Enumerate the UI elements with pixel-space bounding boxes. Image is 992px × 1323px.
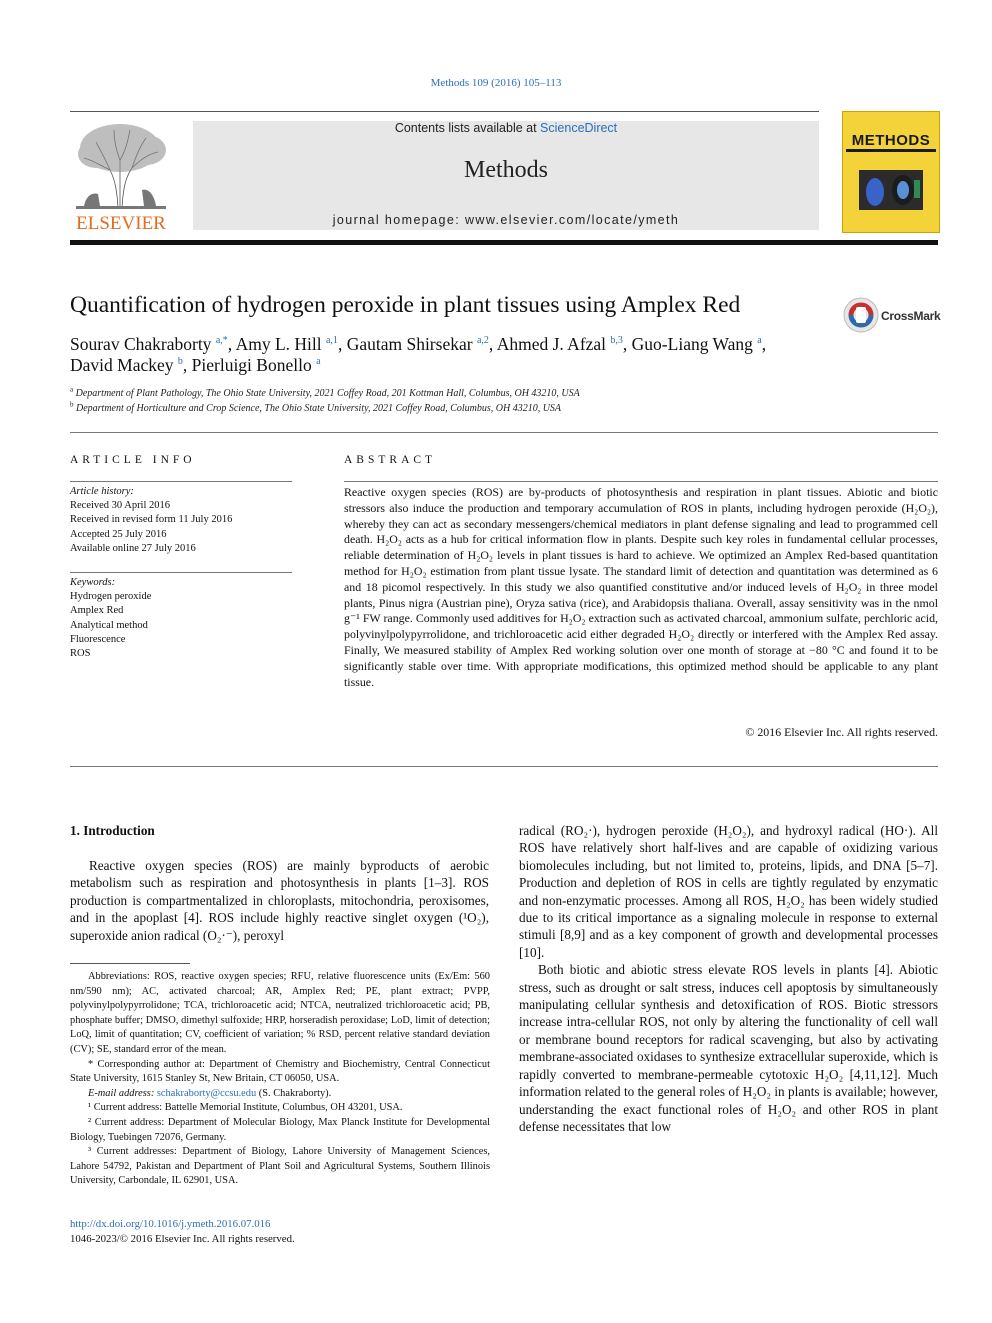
article-info-heading: ARTICLE INFO	[70, 454, 196, 466]
abstract-heading: ABSTRACT	[344, 454, 437, 466]
divider	[70, 432, 938, 433]
article-history	[70, 485, 292, 556]
header-rule	[70, 111, 819, 112]
author-list: Sourav Chakraborty $^{a,*}$, Amy L. Hill $^{a,1}$, Gautam Shirsekar $^{a,2}$, Ahmed J. Afzal $^{b,3}$, Guo-Liang Wang $^a$, David Mackey $^b$, Pierluigi Bonello $^a$	[70, 334, 767, 375]
crossmark-icon	[843, 297, 879, 333]
homepage-link[interactable]: www.elsevier.com/locate/ymeth	[464, 213, 680, 227]
section-heading: 1. Introduction	[70, 823, 155, 838]
author-affil-sup[interactable]: b,3	[610, 335, 623, 347]
affiliation-label: a	[70, 385, 74, 394]
author-name[interactable]: Amy L. Hill	[235, 334, 322, 354]
abstract-copyright: © 2016 Elsevier Inc. All rights reserved.	[745, 725, 938, 739]
email-suffix: (S. Chakraborty).	[256, 1087, 332, 1099]
author-affil-sup[interactable]: a,1	[325, 335, 338, 347]
intro-paragraph: Both biotic and abiotic stress elevate ROS levels in plants [4]. Abiotic stress, such as drought or salt stress, induces cell apoptosis by simultaneously manipulating cellular synthesis and detoxification of ROS. Biotic stressors increase intra-cellular ROS, not only by altering the functionality of cell wall or membrane bound receptors for radical scavenging, but also by activating membrane-associated oxidases to synthesize extracellular superoxide, which is rapidly converted to membrane-permeable cytotoxic H₂O₂ [4,11,12]. Much information related to the general roles of H₂O₂ in plants is available; however, understanding the exact functional roles of H₂O₂ and other ROS in plant defense necessitates that low	[519, 962, 938, 1134]
svg-text:ELSEVIER: ELSEVIER	[76, 213, 166, 232]
intro-paragraph: Reactive oxygen species (ROS) are mainly byproducts of aerobic metabolism such as respiration and photosynthesis in plants [1–3]. ROS production is compartmentalized in chloroplasts, mitochondria, peroxisomes, and in the apoplast [4]. ROS include highly reactive singlet oxygen (¹O₂), superoxide anion radical (O₂·⁻), peroxyl	[70, 858, 489, 943]
doi-link[interactable]: http://dx.doi.org/10.1016/j.ymeth.2016.07.016	[70, 1218, 271, 1230]
keyword-item: Analytical method	[70, 619, 148, 631]
email-link[interactable]: schakraborty@ccsu.edu	[156, 1087, 257, 1099]
journal-cover[interactable]	[842, 111, 940, 233]
intro-column-right	[519, 822, 938, 1135]
keywords	[70, 576, 292, 661]
email-footnote	[70, 1087, 490, 1102]
history-item: Available online 27 July 2016	[70, 542, 196, 554]
footnote-1: ¹ Current address: Battelle Memorial Institute, Columbus, OH 43201, USA.	[88, 1102, 403, 1114]
affiliation-text: Department of Plant Pathology, The Ohio State University, 2021 Coffey Road, 201 Kottman Hall, Columbus, OH 43210, USA	[75, 388, 580, 399]
email-label: E-mail address:	[88, 1087, 157, 1099]
contents-prefix: Contents lists available at	[394, 121, 541, 135]
corresponding-footnote: * Corresponding author at: Department of Chemistry and Biochemistry, Central Connecticut State University, 1615 Stanley St, New Britain, CT 06050, USA.	[70, 1058, 490, 1085]
cover-image-icon	[859, 170, 923, 210]
author-name[interactable]: Gautam Shirsekar	[346, 334, 473, 354]
author-affil-sup[interactable]: a,*	[215, 335, 228, 347]
elsevier-logo[interactable]	[70, 120, 172, 232]
intro-column-left	[70, 857, 489, 944]
history-item: Received 30 April 2016	[70, 500, 171, 512]
keyword-item: Amplex Red	[70, 605, 124, 617]
abbreviations-footnote: Abbreviations: ROS, reactive oxygen species; RFU, relative fluorescence units (Ex/Em: 560 nm/590 nm); AC, activated charcoal; AR, Amplex Red; PE, plant extract; PVPP, polyvinylpolypyrrolidone; TCA, trichloroacetic acid; NTCA, neutralized trichloroacetic acid; PB, phosphate buffer; DMSO, dimethyl sulfoxide; HRP, horseradish peroxidase; LoD, limit of detection; LoQ, limit of quantitation; CV, coefficient of variation; % RSD, percent relative standard deviation (CV); SE, standard error of the mean.	[70, 971, 490, 1055]
keyword-item: ROS	[70, 648, 91, 660]
journal-citation[interactable]: Methods 109 (2016) 105–113	[430, 77, 562, 89]
author-affil-sup[interactable]: b	[177, 356, 183, 368]
history-item: Received in revised form 11 July 2016	[70, 514, 233, 526]
author-name[interactable]: Sourav Chakraborty	[70, 334, 212, 354]
author-name[interactable]: Pierluigi Bonello	[191, 355, 312, 375]
affiliation	[70, 400, 562, 414]
author-name[interactable]: Ahmed J. Afzal	[496, 334, 607, 354]
footnote-2: ² Current address: Department of Molecular Biology, Max Planck Institute for Developmental Biology, Tuebingen 72076, Germany.	[70, 1116, 490, 1143]
abstract-text: Reactive oxygen species (ROS) are by-products of photosynthesis and respiration in plant tissues. Abiotic and biotic stressors also induce the production and temporary accumulation of ROS in plants, including hydrogen peroxide (H₂O₂), whereby they can act as secondary messengers/chemical mediators in plant defense signaling and lead to programmed cell death. H₂O₂ acts as a hub for critical information flow in plants. Despite such key roles in fundamental cellular processes, reliable determination of H₂O₂ levels in plant tissues is hard to achieve. We optimized an Amplex Red-based quantitation method for H₂O₂ estimation from plant tissue lysate. The standard limit of detection and quantitation was determined as 6 and 18 picomol respectively. In this study we also quantified constitutive and/or induced levels of H₂O₂ in three model plants, Pinus nigra (Austrian pine), Oryza sativa (rice), and Arabidopsis thaliana. Overall, assay sensitivity was in the nmol g⁻¹ FW range. Commonly used additives for H₂O₂ extraction such as activated charcoal, ammonium sulfate, perchloric acid, polyvinylpolypyrrolidone, and trichloroacetic acid either degraded H₂O₂ directly or interfered with the Amplex Red assay. Finally, We measured stability of Amplex Red working solution over one month of storage at −80 °C and found it to be significantly stable over time. With appropriate modifications, this optimized method should be applicable to any plant tissue.	[344, 485, 938, 689]
history-item: Accepted 25 July 2016	[70, 528, 167, 540]
author-name[interactable]: Guo-Liang Wang	[631, 334, 753, 354]
elsevier-tree-icon	[70, 120, 172, 232]
divider	[70, 481, 292, 482]
issn-line: 1046-2023/© 2016 Elsevier Inc. All rights reserved.	[70, 1233, 295, 1245]
author-affil-sup[interactable]: a	[316, 356, 321, 368]
page-footer	[70, 1217, 295, 1247]
affiliation-text: Department of Horticulture and Crop Science, The Ohio State University, 2021 Coffey Road, Columbus, OH 43210, USA	[76, 403, 562, 414]
contents-line	[193, 121, 819, 135]
sciencedirect-link[interactable]: ScienceDirect	[540, 121, 618, 135]
cover-title: METHODS	[851, 132, 931, 149]
header-thick-rule	[70, 240, 938, 245]
divider	[344, 481, 938, 482]
crossmark-label: CrossMark	[881, 309, 941, 323]
affiliation-label: b	[70, 400, 74, 409]
footnote-3: ³ Current addresses: Department of Biology, Lahore University of Management Sciences, Lahore 54792, Pakistan and Department of Plant Soil and Agricultural Systems, Southern Illinois University, Carbondale, IL 62901, USA.	[70, 1146, 490, 1187]
cover-bar	[846, 149, 936, 152]
intro-paragraph: radical (RO₂·), hydrogen peroxide (H₂O₂), and hydroxyl radical (HO·). All ROS have relatively short half-lives and are capable of oxidizing various biomolecules including, but not limited to, proteins, lipids, and DNA [5–7]. Production and depletion of ROS in cells are tightly regulated by enzymatic and non-enzymatic processes. Among all ROS, H₂O₂ has been widely studied due to its critical importance as a signaling molecule in response to external stimuli [8,9] and as a key component of growth and developmental processes [10].	[519, 823, 938, 960]
homepage-prefix: journal homepage:	[332, 213, 465, 227]
affiliation	[70, 385, 580, 399]
article-title: Quantification of hydrogen peroxide in plant tissues using Amplex Red	[70, 292, 741, 318]
divider	[70, 572, 292, 573]
divider	[70, 766, 938, 767]
author-affil-sup[interactable]: a,2	[476, 335, 489, 347]
keyword-item: Hydrogen peroxide	[70, 591, 152, 603]
history-label: Article history:	[70, 486, 134, 497]
author-name[interactable]: David Mackey	[70, 355, 174, 375]
journal-homepage	[193, 213, 819, 227]
footnotes	[70, 970, 490, 1189]
footnote-rule	[70, 963, 190, 964]
keywords-label: Keywords:	[70, 577, 116, 588]
keyword-item: Fluorescence	[70, 633, 126, 645]
journal-name: Methods	[464, 157, 548, 183]
author-affil-sup[interactable]: a	[757, 335, 762, 347]
